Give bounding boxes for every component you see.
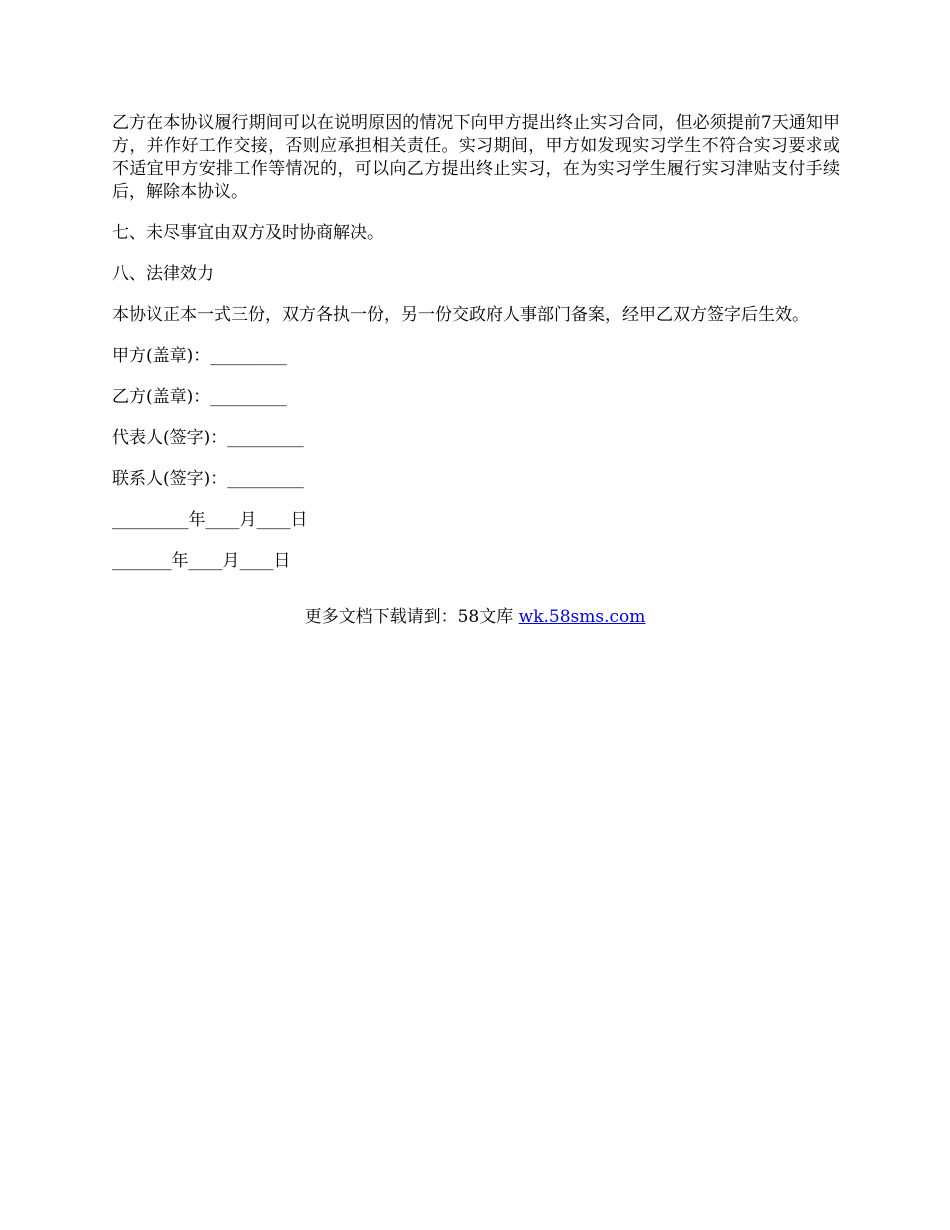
paragraph-section-seven: 七、未尽事宜由双方及时协商解决。 [112, 223, 384, 243]
document-body [112, 112, 840, 591]
heading-section-eight: 八、法律效力 [112, 264, 214, 284]
paragraph-legal-effect: 本协议正本一式三份，双方各执一份，另一份交政府人事部门备案，经甲乙双方签字后生效。 [112, 305, 809, 325]
date-line-1: _________年____月____日 [112, 510, 308, 530]
footer-text: 更多文档下载请到：58文库 [304, 607, 519, 627]
signature-representative: 代表人(签字)：_________ [112, 428, 304, 448]
signature-party-b: 乙方(盖章)：_________ [112, 387, 287, 407]
signature-party-a: 甲方(盖章)：_________ [112, 346, 287, 366]
footer-link[interactable]: wk.58sms.com [518, 607, 646, 627]
paragraph-termination-clause: 乙方在本协议履行期间可以在说明原因的情况下向甲方提出终止实习合同，但必须提前7天通知甲方，并作好工作交接，否则应承担相关责任。实习期间，甲方如发现实习学生不符合实习要求或不适宜甲方安排工作等情况的，可以向乙方提出终止实习，在为实习学生履行实习津贴支付手续后，解除本协议。 [112, 113, 840, 202]
download-footer [0, 606, 950, 629]
signature-contact: 联系人(签字)：_________ [112, 469, 304, 489]
date-line-2: _______年____月____日 [112, 551, 291, 571]
